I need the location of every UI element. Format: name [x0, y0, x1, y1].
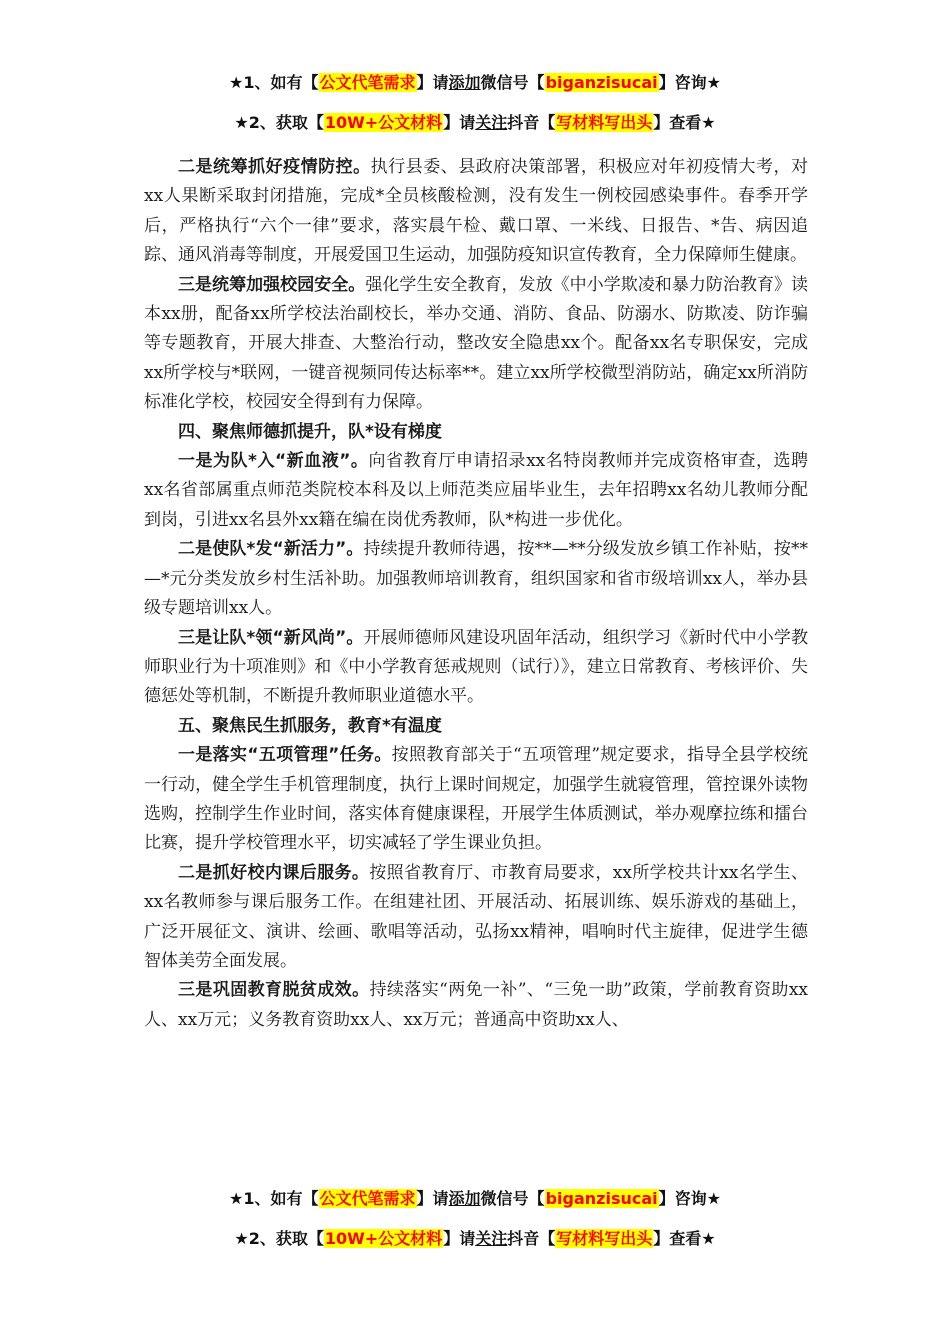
paragraph	[144, 447, 808, 535]
highlight-douyin-account: 写材料写出头	[556, 1229, 653, 1248]
paragraph-text: 向省教育厅申请招录xx名特岗教师并完成资格审查，选聘xx名省部属重点师范类院校本科及以上师范类应届毕业生，去年招聘xx名幼儿教师分配到岗，引进xx名县外xx籍在编在岗优秀教师，队*构进一步优化。	[144, 451, 808, 530]
highlight-douyin-account: 写材料写出头	[556, 113, 653, 132]
banner-emphasis: 关注	[475, 1229, 508, 1248]
banner-text: ★1、如有【	[229, 1189, 319, 1208]
banner-text: 抖音【	[507, 113, 556, 132]
promo-banner-bottom-2	[0, 1226, 950, 1249]
banner-text: 】咨询★	[658, 73, 721, 92]
paragraph-lead: 二是使队*发“新活力”。	[178, 539, 364, 560]
banner-text: 微信号【	[480, 73, 545, 92]
paragraph-lead: 一是为队*入“新血液”。	[178, 451, 369, 472]
paragraph-lead: 三是让队*领“新风尚”。	[178, 627, 364, 648]
paragraph-text: 开展师德师风建设巩固年活动，组织学习《新时代中小学教师职业行为十项准则》和《中小学教育惩戒规则（试行）》，建立日常教育、考核评价、失德惩处等机制，不断提升教师职业道德水平。	[144, 627, 808, 707]
paragraph	[144, 976, 808, 1035]
highlight-ghostwriting: 公文代笔需求	[319, 1189, 416, 1208]
paragraph	[144, 535, 808, 623]
paragraph-lead: 二是抓好校内课后服务。	[178, 862, 370, 883]
paragraph	[144, 741, 808, 859]
paragraph	[144, 153, 808, 271]
banner-text: 】请	[416, 1189, 449, 1208]
paragraph-text: 按照省教育厅、市教育局要求，xx所学校共计xx名学生、xx名教师参与课后服务工作。在组建社团、开展活动、拓展训练、娱乐游戏的基础上，广泛开展征文、演讲、绘画、歌唱等活动，弘扬xx精神，唱响时代主旋律，促进学生德智体美劳全面发展。	[144, 862, 808, 971]
paragraph-lead: 二是统筹抓好疫情防控。	[178, 157, 371, 177]
banner-text: ★2、获取【	[234, 113, 324, 132]
promo-banner-top-2	[0, 110, 950, 133]
paragraph	[144, 624, 808, 712]
banner-text: 】咨询★	[658, 1189, 721, 1208]
highlight-materials: 10W+公文材料	[324, 1229, 443, 1248]
paragraph-text: 持续提升教师待遇，按**—**分级发放乡镇工作补贴，按**—*元分类发放乡村生活补助。加强教师培训教育，组织国家和省市级培训xx人，举办县级专题培训xx人。	[144, 539, 808, 619]
banner-text: 】查看★	[653, 1229, 716, 1248]
promo-banner-bottom-1	[0, 1186, 950, 1209]
highlight-ghostwriting: 公文代笔需求	[319, 73, 416, 92]
banner-text: 】查看★	[653, 113, 716, 132]
banner-text: 】请	[416, 73, 449, 92]
banner-emphasis: 添加	[448, 73, 481, 92]
banner-text: ★2、获取【	[234, 1229, 324, 1248]
document-body	[144, 153, 808, 1035]
banner-text: ★1、如有【	[229, 73, 319, 92]
banner-emphasis: 关注	[475, 113, 508, 132]
paragraph-lead: 三是巩固教育脱贫成效。	[178, 980, 370, 1001]
paragraph-text: 执行县委、县政府决策部署，积极应对年初疫情大考，对xx人果断采取封闭措施，完成*全员核酸检测，没有发生一例校园感染事件。春季开学后，严格执行“六个一律”要求，落实晨午检、戴口罩、一米线、日报告、*告、病因追踪、通风消毒等制度，开展爱国卫生运动，加强防疫知识宣传教育，全力保障师生健康。	[144, 157, 809, 266]
banner-emphasis: 添加	[448, 1189, 481, 1208]
banner-text: 】请	[443, 113, 476, 132]
banner-text: 微信号【	[480, 1189, 545, 1208]
promo-banner-top-1	[0, 70, 950, 93]
paragraph-text: 强化学生安全教育，发放《中小学欺凌和暴力防治教育》读本xx册，配备xx所学校法治副校长，举办交通、消防、食品、防溺水、防欺凌、防诈骗等专题教育，开展大排查、大整治行动，整改安全隐患xx个。配备xx名专职保安，完成xx所学校与*联网，一键音视频同传达标率**。建立xx所学校微型消防站，确定xx所消防标准化学校，校园安全得到有力保障。	[144, 274, 809, 413]
banner-text: 抖音【	[507, 1229, 556, 1248]
paragraph-lead: 一是落实“五项管理”任务。	[178, 745, 392, 766]
paragraph	[144, 859, 808, 977]
highlight-wechat-id: biganzisucai	[545, 1189, 658, 1208]
paragraph	[144, 271, 808, 418]
highlight-materials: 10W+公文材料	[324, 113, 443, 132]
paragraph-text: 按照教育部关于“五项管理”规定要求，指导全县学校统一行动，健全学生手机管理制度，执行上课时间规定，加强学生就寝管理，管控课外读物选购，控制学生作业时间，落实体育健康课程，开展学生体质测试，举办观摩拉练和擂台比赛，提升学校管理水平，切实减轻了学生课业负担。	[144, 745, 808, 854]
section-heading: 四、聚焦师德抓提升，队*设有梯度	[178, 421, 442, 442]
paragraph-lead: 三是统筹加强校园安全。	[178, 274, 366, 295]
section-heading: 五、聚焦民生抓服务，教育*有温度	[178, 715, 442, 736]
highlight-wechat-id: biganzisucai	[545, 73, 658, 92]
paragraph-text: 持续落实“两免一补”、“三免一助”政策，学前教育资助xx人、xx万元；义务教育资助xx人、xx万元；普通高中资助xx人、	[144, 980, 809, 1030]
banner-text: 】请	[443, 1229, 476, 1248]
